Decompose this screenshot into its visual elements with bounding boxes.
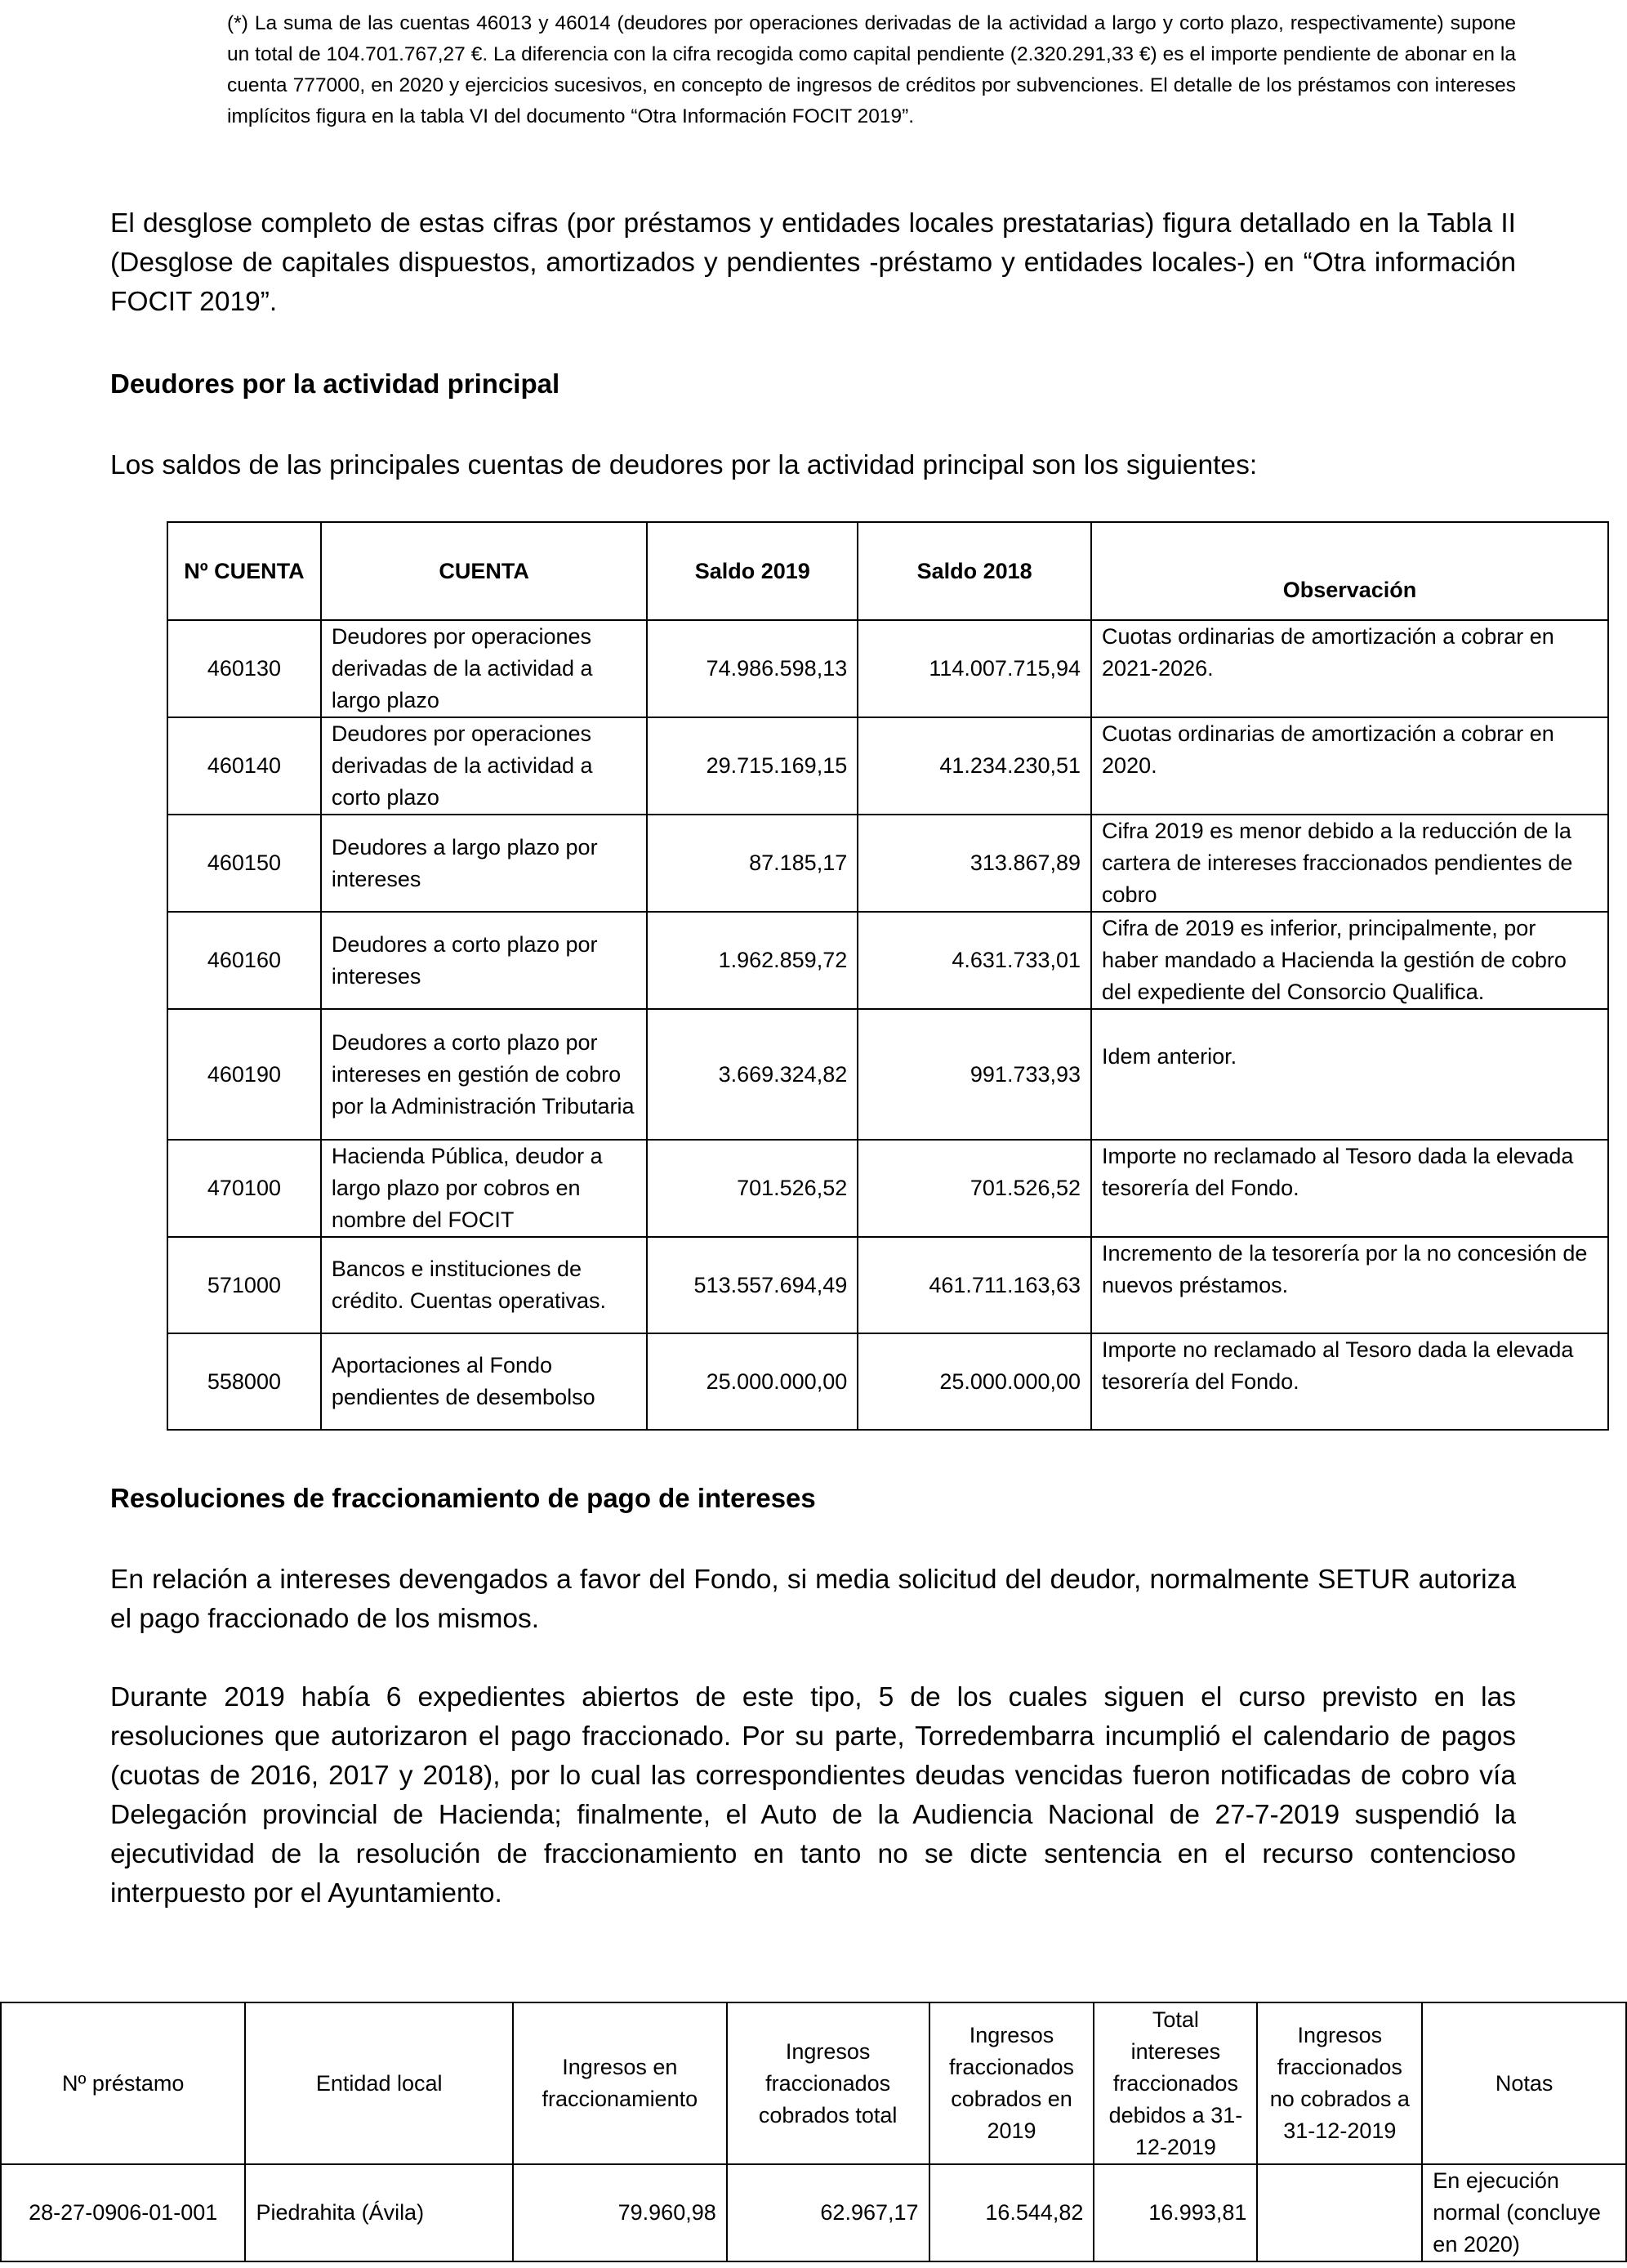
cell-observation: Cifra 2019 es menor debido a la reducción de la cartera de intereses fraccionados pendientes de cobro [1091, 815, 1608, 912]
col-header-collected-2019: Ingresos fraccionados cobrados en 2019 [929, 2002, 1094, 2164]
table-row [167, 717, 1608, 815]
col-header-installment-income: Ingresos en fraccionamiento [513, 2002, 727, 2164]
table-row [167, 620, 1608, 717]
cell-account: Bancos e instituciones de crédito. Cuentas operativas. [321, 1237, 648, 1333]
cell-balance-2018: 41.234.230,51 [858, 717, 1091, 815]
cell-account: Hacienda Pública, deudor a largo plazo por cobros en nombre del FOCIT [321, 1140, 648, 1237]
cell-observation: Incremento de la tesorería por la no concesión de nuevos préstamos. [1091, 1237, 1608, 1333]
cell-account-number: 460190 [167, 1009, 321, 1140]
col-header-notes: Notas [1422, 2002, 1626, 2164]
table-row [167, 1140, 1608, 1237]
cell-account-number: 460160 [167, 912, 321, 1009]
cell-balance-2019: 25.000.000,00 [647, 1333, 858, 1430]
cell-account: Deudores por operaciones derivadas de la actividad a corto plazo [321, 717, 648, 815]
table-row [1, 2164, 1626, 2261]
col-header-observation: Observación [1091, 522, 1608, 620]
table-row [167, 912, 1608, 1009]
debtors-table [167, 521, 1609, 1431]
paragraph-installments-detail: Durante 2019 había 6 expedientes abiertos de este tipo, 5 de los cuales siguen el curso previsto en las resoluciones que autorizaron el pago fraccionado. Por su parte, Torredembarra incumplió el calendario de pagos (cuotas de 2016, 2017 y 2018), por lo cual las correspondientes deudas vencidas fueron notificadas de cobro vía Delegación provincial de Hacienda; finalmente, el Auto de la Audiencia Nacional de 27-7-2019 suspendió la ejecutividad de la resolución de fraccionamiento en tanto no se dicte sentencia en el recurso contencioso interpuesto por el Ayuntamiento. [110, 1682, 1516, 1909]
cell-account-number: 571000 [167, 1237, 321, 1333]
cell-observation: Importe no reclamado al Tesoro dada la elevada tesorería del Fondo. [1091, 1333, 1608, 1430]
paragraph-installments-intro: En relación a intereses devengados a favor del Fondo, si media solicitud del deudor, normalmente SETUR autoriza el pago fraccionado de los mismos. [110, 1565, 1516, 1634]
table-header-row [167, 522, 1608, 620]
cell-balance-2019: 87.185,17 [647, 815, 858, 912]
col-header-balance-2018: Saldo 2018 [858, 522, 1091, 620]
cell-observation: Idem anterior. [1091, 1009, 1608, 1140]
cell-balance-2019: 513.557.694,49 [647, 1237, 858, 1333]
cell-balance-2019: 701.526,52 [647, 1140, 858, 1237]
col-header-loan-number: Nº préstamo [1, 2002, 245, 2164]
cell-local-entity: Piedrahita (Ávila) [245, 2164, 512, 2261]
cell-balance-2019: 3.669.324,82 [647, 1009, 858, 1140]
cell-account-number: 460130 [167, 620, 321, 717]
cell-account-number: 460140 [167, 717, 321, 815]
cell-account: Deudores a corto plazo por intereses en gestión de cobro por la Administración Tributaria [321, 1009, 648, 1140]
cell-observation: Cuotas ordinarias de amortización a cobrar en 2021-2026. [1091, 620, 1608, 717]
col-header-local-entity: Entidad local [245, 2002, 512, 2164]
cell-account-number: 558000 [167, 1333, 321, 1430]
paragraph-balances-intro: Los saldos de las principales cuentas de deudores por la actividad principal son los siguientes: [110, 450, 1258, 480]
cell-balance-2019: 74.986.598,13 [647, 620, 858, 717]
col-header-account-number: Nº CUENTA [167, 522, 321, 620]
cell-collected-2019: 16.544,82 [929, 2164, 1094, 2261]
cell-observation: Importe no reclamado al Tesoro dada la elevada tesorería del Fondo. [1091, 1140, 1608, 1237]
cell-not-collected [1257, 2164, 1422, 2261]
table-row [167, 1237, 1608, 1333]
cell-account-number: 470100 [167, 1140, 321, 1237]
cell-account: Aportaciones al Fondo pendientes de desembolso [321, 1333, 648, 1430]
installments-table [0, 2002, 1627, 2262]
cell-account-number: 460150 [167, 815, 321, 912]
cell-balance-2019: 1.962.859,72 [647, 912, 858, 1009]
table-row [167, 1009, 1608, 1140]
col-header-not-collected: Ingresos fraccionados no cobrados a 31-12-2019 [1257, 2002, 1422, 2164]
footnote: (*) La suma de las cuentas 46013 y 46014 (deudores por operaciones derivadas de la actividad a largo y corto plazo, respectivamente) supone un total de 104.701.767,27 €. La diferencia con la cifra recogida como capital pendiente (2.320.291,33 €) es el importe pendiente de abonar en la cuenta 777000, en 2020 y ejercicios sucesivos, en concepto de ingresos de créditos por subvenciones. El detalle de los préstamos con intereses implícitos figura en la tabla VI del documento “Otra Información FOCIT 2019”. [227, 12, 1516, 127]
table-row [167, 1333, 1608, 1430]
table-header-row [1, 2002, 1626, 2164]
cell-collected-total: 62.967,17 [727, 2164, 929, 2261]
paragraph-breakdown: El desglose completo de estas cifras (por préstamos y entidades locales prestatarias) figura detallado en la Tabla II (Desglose de capitales dispuestos, amortizados y pendientes -préstamo y entidades locales-) en “Otra información FOCIT 2019”. [110, 208, 1516, 317]
cell-balance-2018: 4.631.733,01 [858, 912, 1091, 1009]
col-header-balance-2019: Saldo 2019 [647, 522, 858, 620]
col-header-collected-total: Ingresos fraccionados cobrados total [727, 2002, 929, 2164]
cell-balance-2018: 25.000.000,00 [858, 1333, 1091, 1430]
section-heading-installments: Resoluciones de fraccionamiento de pago de intereses [110, 1483, 816, 1513]
cell-notes: En ejecución normal (concluye en 2020) [1422, 2164, 1626, 2261]
cell-loan-number: 28-27-0906-01-001 [1, 2164, 245, 2261]
cell-balance-2018: 991.733,93 [858, 1009, 1091, 1140]
col-header-total-owed: Total intereses fraccionados debidos a 31-12-2019 [1094, 2002, 1257, 2164]
cell-installment-income: 79.960,98 [513, 2164, 727, 2261]
cell-total-owed: 16.993,81 [1094, 2164, 1257, 2261]
cell-balance-2018: 461.711.163,63 [858, 1237, 1091, 1333]
cell-observation: Cuotas ordinarias de amortización a cobrar en 2020. [1091, 717, 1608, 815]
cell-account: Deudores por operaciones derivadas de la actividad a largo plazo [321, 620, 648, 717]
cell-balance-2018: 313.867,89 [858, 815, 1091, 912]
cell-observation: Cifra de 2019 es inferior, principalmente, por haber mandado a Hacienda la gestión de cobro del expediente del Consorcio Qualifica. [1091, 912, 1608, 1009]
cell-balance-2019: 29.715.169,15 [647, 717, 858, 815]
col-header-account: CUENTA [321, 522, 648, 620]
table-row [167, 815, 1608, 912]
cell-balance-2018: 701.526,52 [858, 1140, 1091, 1237]
cell-account: Deudores a corto plazo por intereses [321, 912, 648, 1009]
section-heading-debtors: Deudores por la actividad principal [110, 368, 560, 399]
cell-account: Deudores a largo plazo por intereses [321, 815, 648, 912]
cell-balance-2018: 114.007.715,94 [858, 620, 1091, 717]
